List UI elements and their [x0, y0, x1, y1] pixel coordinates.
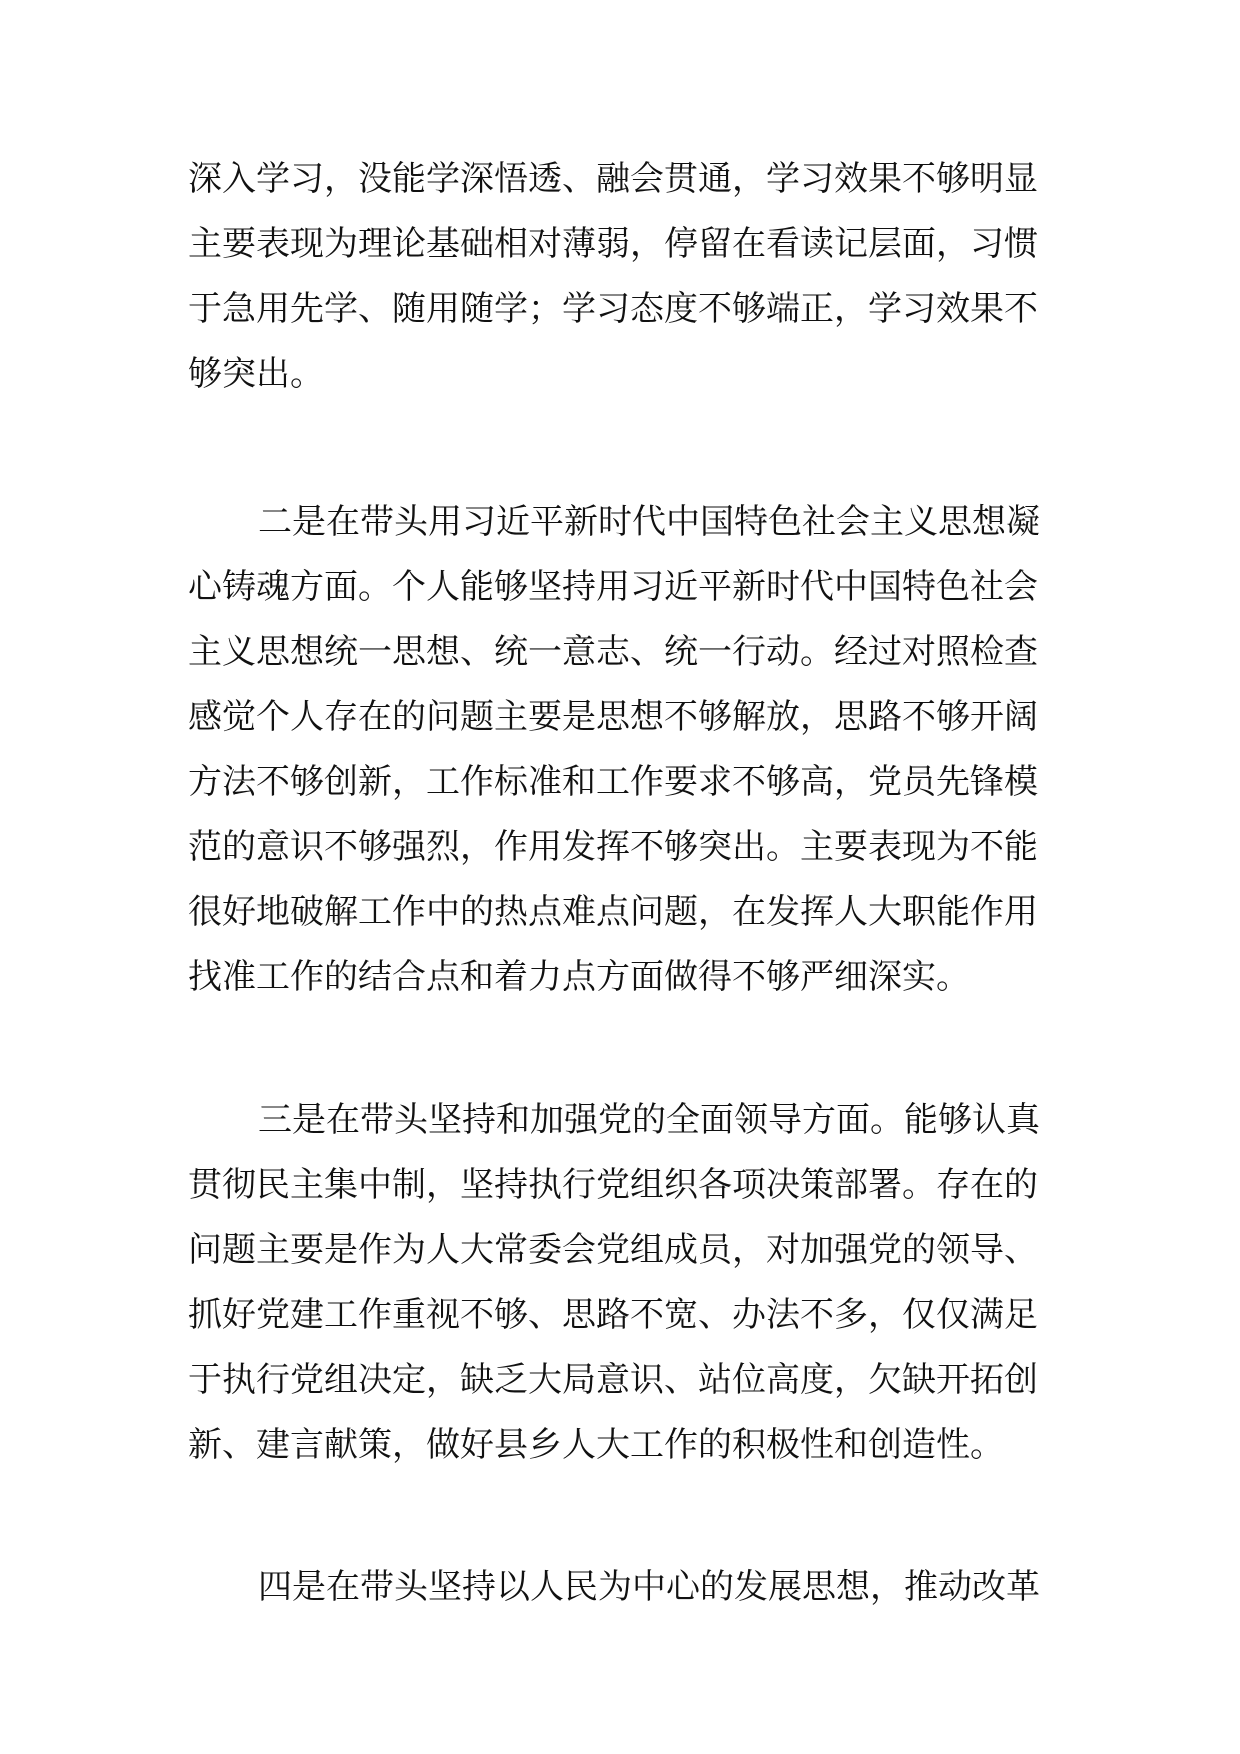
paragraph-1 — [188, 147, 1064, 407]
paragraph-3-line-3: 问题主要是作为人大常委会党组成员，对加强党的领导、 — [188, 1230, 1038, 1270]
paragraph-3-line-4: 抓好党建工作重视不够、思路不宽、办法不多，仅仅满足 — [188, 1295, 1038, 1335]
paragraph-3-line-6: 新、建言献策，做好县乡人大工作的积极性和创造性。 — [188, 1425, 1004, 1465]
paragraph-4 — [188, 1555, 1064, 1620]
paragraph-1-line-2: 主要表现为理论基础相对薄弱，停留在看读记层面，习惯 — [188, 224, 1038, 264]
paragraph-2-line-7: 很好地破解工作中的热点难点问题，在发挥人大职能作用 — [188, 892, 1038, 932]
paragraph-2-line-3: 主义思想统一思想、统一意志、统一行动。经过对照检查 — [188, 632, 1038, 672]
paragraph-1-line-4: 够突出。 — [188, 354, 324, 394]
paragraph-4-line-1: 四是在带头坚持以人民为中心的发展思想，推动改革 — [258, 1567, 1040, 1607]
paragraph-3-line-5: 于执行党组决定，缺乏大局意识、站位高度，欠缺开拓创 — [188, 1360, 1038, 1400]
paragraph-2-line-5: 方法不够创新，工作标准和工作要求不够高，党员先锋模 — [188, 762, 1038, 802]
paragraph-2-line-2: 心铸魂方面。个人能够坚持用习近平新时代中国特色社会 — [188, 567, 1038, 607]
paragraph-3-line-1: 三是在带头坚持和加强党的全面领导方面。能够认真 — [258, 1100, 1040, 1140]
paragraph-2-line-6: 范的意识不够强烈，作用发挥不够突出。主要表现为不能 — [188, 827, 1038, 867]
paragraph-2-line-8: 找准工作的结合点和着力点方面做得不够严细深实。 — [188, 957, 970, 997]
paragraph-3 — [188, 1088, 1064, 1478]
paragraph-3-line-2: 贯彻民主集中制，坚持执行党组织各项决策部署。存在的 — [188, 1165, 1038, 1205]
paragraph-2 — [188, 490, 1064, 1010]
paragraph-1-line-3: 于急用先学、随用随学；学习态度不够端正，学习效果不 — [188, 289, 1038, 329]
paragraph-1-line-1: 深入学习，没能学深悟透、融会贯通，学习效果不够明显 — [188, 159, 1038, 199]
paragraph-2-line-1: 二是在带头用习近平新时代中国特色社会主义思想凝 — [258, 502, 1040, 542]
paragraph-2-line-4: 感觉个人存在的问题主要是思想不够解放，思路不够开阔 — [188, 697, 1038, 737]
